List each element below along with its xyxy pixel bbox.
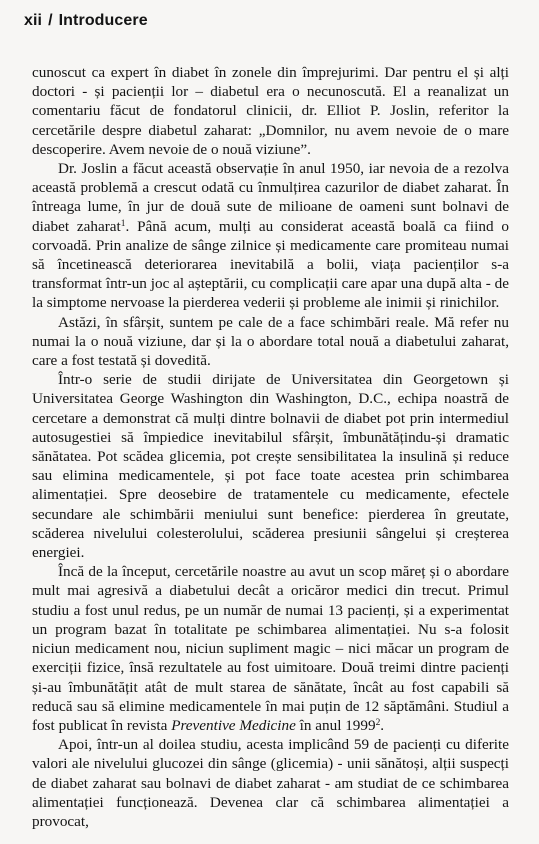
chapter-title: Introducere — [58, 12, 148, 29]
page-number: xii — [24, 12, 43, 29]
running-head — [24, 12, 148, 30]
journal-title: Preventive Medicine — [171, 716, 296, 734]
footnote-ref: 1 — [120, 218, 126, 229]
paragraph-text: Dr. Joslin a făcut această observație în anul 1950, iar nevoia de a rezolva această problemă a crescut odată cu înmulțirea cazurilor de diabet zaharat. În întreaga lume, în jur de două sute de milioane de oameni sunt bolnavi de diabet zaharat — [32, 160, 509, 235]
paragraph: Apoi, într-un al doilea studiu, acesta implicând 59 de pacienți cu diferite valori ale nivelului glucozei din sânge (glicemia) - unii sănătoși, alții suspecți de diabet zaharat sau bolnavi de diabet zaharat - am studiat de ce schimbarea alimentației funcționează. Devenea clar că schimbarea alimentației a provocat, — [32, 736, 509, 830]
paragraph-text: în anul 1999 — [295, 716, 376, 734]
body-text — [32, 63, 509, 831]
header-separator: / — [48, 12, 53, 29]
paragraph-text: . — [380, 716, 385, 734]
paragraph: Într-o serie de studii dirijate de Universitatea din Georgetown și Universitatea George Washington din Washington, D.C., echipa noastră de cercetare a demonstrat că mulți dintre bolnavii de diabet pot prin intermediul autosugestiei să împiedice inevitabilul sfârșit, îmbunătățindu-și dramatic sănătatea. Pot scădea glicemia, pot crește sensibilitatea la insulină și reduce sau elimina medicamentele, și pot face toate acestea prin schimbarea alimentației. Spre deosebire de tratamentele cu medicamente, efectele secundare ale schimbării meniului sunt benefice: pierderea în greutate, scăderea nivelului colesterolului, scăderea presiunii sângelui și creșterea energiei. — [32, 371, 509, 562]
paragraph — [32, 562, 509, 735]
paragraph-text: Încă de la început, cercetările noastre au avut un scop măreț și o abordare mult mai agresivă a diabetului decât a oricăror medici din trecut. Primul studiu a fost unul redus, pe un număr de numai 13 pacienți, și a experimentat un program bazat în totalitate pe schimbarea alimentației. Nu s-a folosit niciun medicament nou, niciun supliment magic – nici măcar un program de exerciții fizice, însă rezultatele au fost uimitoare. Două treimi dintre pacienți și-au îmbunătățit atât de mult starea de sănătate, încât au fost capabili să reducă sau să elimine medicamentele în mai puțin de 12 săptămâni. Studiul a fost publicat în revista — [32, 563, 509, 734]
paragraph: Astăzi, în sfârșit, suntem pe cale de a face schimbări reale. Mă refer nu numai la o nouă viziune, dar și la o abordare total nouă a diabetului zaharat, care a fost testată și dovedită. — [32, 313, 509, 370]
paragraph: cunoscut ca expert în diabet în zonele din împrejurimi. Dar pentru el și alți doctori - și pacienții lor – diabetul era o necunoscută. El a reanalizat un comentariu făcut de fondatorul clinicii, dr. Elliot P. Joslin, referitor la cercetările despre diabetul zaharat: „Domnilor, nu avem nevoie de o mare descoperire. Avem nevoie de o nouă viziune”. — [32, 64, 509, 158]
paragraph — [32, 159, 509, 313]
footnote-ref: 2 — [375, 717, 381, 728]
paragraph-text: . Până acum, mulți au considerat această boală ca fiind o corvoadă. Prin analize de sânge zilnice și medicamente care promiteau numai să încetinească deteriorarea inevitabilă a bolii, viața pacienților s-a transformat într-un joc al așteptării, cu complicații care apar una după alta - de la simptome nervoase la pierderea vederii și probleme ale inimii și rinichilor. — [32, 217, 509, 312]
